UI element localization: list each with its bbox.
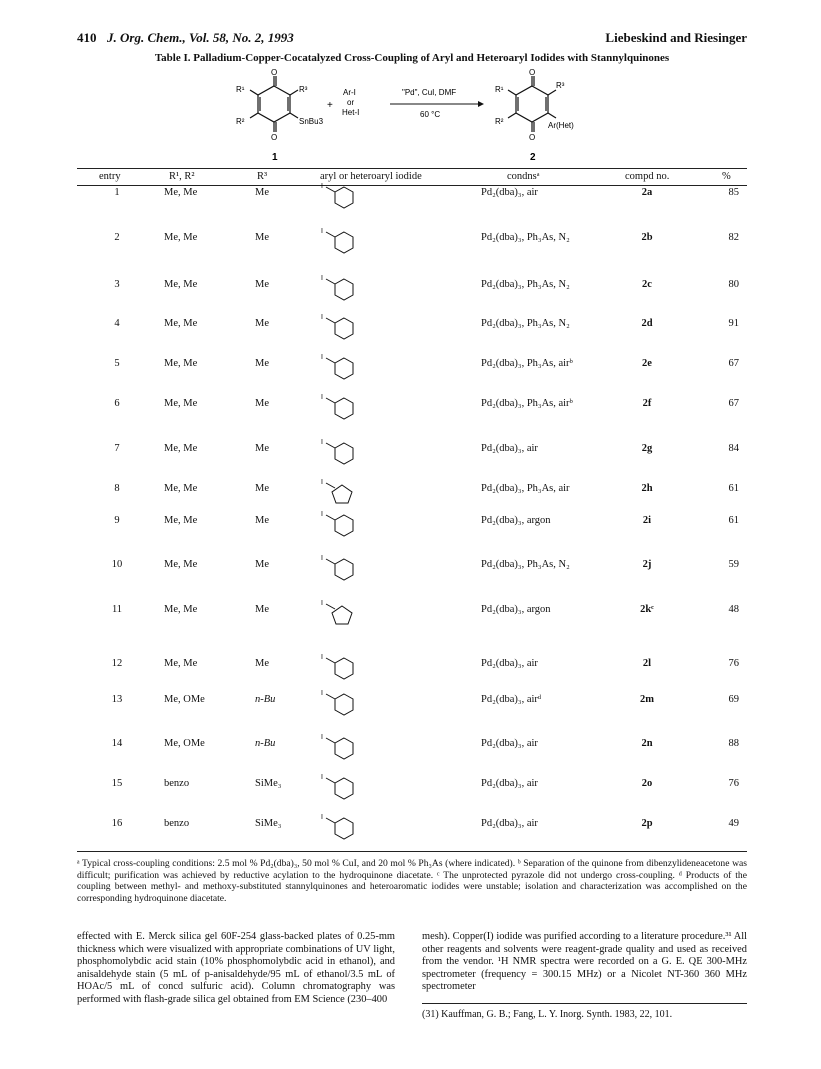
table-row xyxy=(77,734,747,754)
yield-cell: 48 xyxy=(728,604,739,615)
iodine-bond xyxy=(326,658,335,663)
yield-cell: 61 xyxy=(728,483,739,494)
iodine-bond xyxy=(326,443,335,448)
iodine-bond xyxy=(326,483,335,488)
compound-cell: 2i xyxy=(642,515,652,526)
r12-cell: Me, Me xyxy=(164,604,198,615)
conditions-cell: Pd₂(dba)₃, Ph₃As, N₂ xyxy=(481,318,570,329)
compound-cell: 2h xyxy=(641,483,653,494)
r3-cell: SiMe₃ xyxy=(255,778,282,789)
product-r2-label: R² xyxy=(495,117,504,126)
entry-cell: 14 xyxy=(111,738,123,749)
table-row xyxy=(77,774,747,794)
r3-cell: n-Bu xyxy=(255,738,276,749)
body-column-right: mesh). Copper(I) iodide was purified according to a literature procedure.³¹ All other reagents and solvents were reagent-grade quality and used as received from the vendor. ¹H NMR spectra were recorded on a G. E. QE 300-MHz spectrometer (frequency = 300.15 MHz) or a Nicolet NT-360 360 MHz spectrometer xyxy=(422,931,747,992)
yield-cell: 67 xyxy=(728,358,739,369)
iodine-bond xyxy=(326,358,335,363)
entry-cell: 15 xyxy=(111,778,123,789)
product-oxygen-bottom: O xyxy=(529,133,536,142)
iodine-label: I xyxy=(321,354,323,361)
aromatic-ring xyxy=(335,738,353,759)
conditions-cell: Pd₂(dba)₃, Ph₃As, N₂ xyxy=(481,559,570,570)
compound-cell: 2l xyxy=(642,658,652,669)
table-title-text: Palladium-Copper-Cocatalyzed Cross-Coupling of Aryl and Heteroaryl Iodides with Stannylquinones xyxy=(193,52,670,64)
conditions-cell: Pd₂(dba)₃, air xyxy=(481,778,538,789)
reaction-arrow-head xyxy=(478,101,484,107)
compound-cell: 2a xyxy=(641,187,653,198)
iodine-label: I xyxy=(321,439,323,446)
r12-cell: Me, Me xyxy=(164,559,198,570)
iodide-structure xyxy=(320,183,380,217)
compound-cell: 2p xyxy=(641,818,653,829)
conditions-cell: Pd₂(dba)₃, airᵈ xyxy=(481,694,542,705)
aromatic-ring xyxy=(335,778,353,799)
page-header xyxy=(77,30,747,48)
r3-cell: n-Bu xyxy=(255,694,276,705)
yield-cell: 91 xyxy=(728,318,739,329)
table-row xyxy=(77,690,747,710)
entry-cell: 3 xyxy=(114,279,120,290)
r3-label: R³ xyxy=(299,85,308,94)
conditions-cell: Pd₂(dba)₃, Ph₃As, airᵇ xyxy=(481,358,573,369)
table-row xyxy=(77,354,747,374)
compound-2-label: 2 xyxy=(530,152,536,163)
iodine-label: I xyxy=(321,774,323,781)
iodine-label: I xyxy=(321,511,323,518)
oxygen-label-top: O xyxy=(271,68,278,77)
iodide-structure xyxy=(320,654,380,688)
aromatic-ring xyxy=(335,279,353,300)
iodine-label: I xyxy=(321,814,323,821)
iodine-label: I xyxy=(321,734,323,741)
oxygen-label-bottom: O xyxy=(271,133,278,142)
r12-cell: Me, Me xyxy=(164,279,198,290)
journal-citation: J. Org. Chem., Vol. 58, No. 2, 1993 xyxy=(107,30,294,45)
r3-cell: Me xyxy=(255,318,269,329)
reagent-aryl: Ar-I xyxy=(343,88,356,97)
col-header-yield: % xyxy=(722,171,731,182)
col-header-compound: compd no. xyxy=(625,171,670,182)
page-number: 410 xyxy=(77,30,97,45)
conditions-cell: Pd₂(dba)₃, air xyxy=(481,818,538,829)
aromatic-ring xyxy=(335,443,353,464)
r3-cell: Me xyxy=(255,483,269,494)
r3-cell: Me xyxy=(255,358,269,369)
conditions-cell: Pd₂(dba)₃, argon xyxy=(481,604,551,615)
yield-cell: 61 xyxy=(728,515,739,526)
reaction-scheme xyxy=(230,68,574,166)
iodide-structure xyxy=(320,394,380,428)
table-row xyxy=(77,511,747,531)
yield-cell: 67 xyxy=(728,398,739,409)
iodine-label: I xyxy=(321,183,323,190)
entry-cell: 1 xyxy=(114,187,120,198)
compound-cell: 2g xyxy=(641,443,653,454)
plus-sign: + xyxy=(327,100,333,111)
aromatic-ring xyxy=(335,318,353,339)
compound-cell: 2n xyxy=(641,738,653,749)
iodide-structure xyxy=(320,275,380,309)
iodine-bond xyxy=(326,778,335,783)
r12-cell: Me, Me xyxy=(164,318,198,329)
r12-cell: Me, Me xyxy=(164,187,198,198)
stannylquinone-structure xyxy=(250,76,298,132)
entry-cell: 16 xyxy=(111,818,123,829)
aromatic-ring xyxy=(335,232,353,253)
entry-cell: 7 xyxy=(114,443,120,454)
r3-cell: Me xyxy=(255,443,269,454)
table-row xyxy=(77,183,747,203)
table-top-rule xyxy=(77,168,747,169)
yield-cell: 84 xyxy=(728,443,739,454)
conditions-cell: Pd₂(dba)₃, air xyxy=(481,187,538,198)
compound-cell: 2e xyxy=(642,358,652,369)
r12-cell: Me, Me xyxy=(164,515,198,526)
iodide-structure xyxy=(320,479,380,513)
r3-cell: Me xyxy=(255,187,269,198)
r12-cell: benzo xyxy=(164,818,190,829)
r3-cell: Me xyxy=(255,658,269,669)
compound-cell: 2j xyxy=(642,559,652,570)
iodide-structure xyxy=(320,555,380,589)
running-authors: Liebeskind and Riesinger xyxy=(605,30,747,45)
table-row xyxy=(77,479,747,499)
conditions-catalyst: "Pd", CuI, DMF xyxy=(402,88,457,97)
iodine-bond xyxy=(326,694,335,699)
iodide-structure xyxy=(320,814,380,848)
iodide-structure xyxy=(320,734,380,768)
entry-cell: 2 xyxy=(114,232,120,243)
col-header-entry: entry xyxy=(99,171,121,182)
iodide-structure xyxy=(320,600,380,634)
body-column-left: effected with E. Merck silica gel 60F-254 glass-backed plates of 0.25-mm thickness which were visualized with appropriate combinations of UV light, phosphomolybdic acid stain (10% phosphomolybdic acid in ethanol), and anisaldehyde stain (5 mL of p-anisaldehyde/95 mL of ethanol/3.5 mL of HOAc/5 mL of concd sulfuric acid). Column chromatography was performed with flash-grade silica gel obtained from EM Science (230–400 xyxy=(77,931,395,1005)
reagent-or: or xyxy=(347,98,355,107)
table-row xyxy=(77,600,747,620)
conditions-cell: Pd₂(dba)₃, air xyxy=(481,658,538,669)
entry-cell: 5 xyxy=(114,358,120,369)
product-r1-label: R¹ xyxy=(495,85,504,94)
iodine-bond xyxy=(326,187,335,192)
iodine-label: I xyxy=(321,479,323,486)
entry-cell: 9 xyxy=(114,515,120,526)
compound-cell: 2c xyxy=(642,279,652,290)
iodide-structure xyxy=(320,439,380,473)
r12-cell: Me, OMe xyxy=(164,694,205,705)
conditions-cell: Pd₂(dba)₃, Ph₃As, air xyxy=(481,483,570,494)
r3-cell: Me xyxy=(255,604,269,615)
iodide-structure xyxy=(320,774,380,808)
r12-cell: Me, Me xyxy=(164,398,198,409)
r3-cell: Me xyxy=(255,515,269,526)
r12-cell: Me, Me xyxy=(164,483,198,494)
stannyl-label: SnBu3 xyxy=(299,117,324,126)
r3-cell: Me xyxy=(255,398,269,409)
entry-cell: 8 xyxy=(114,483,120,494)
table-bottom-rule xyxy=(77,851,747,852)
conditions-cell: Pd₂(dba)₃, air xyxy=(481,738,538,749)
product-aryl-label: Ar(Het) xyxy=(548,121,574,130)
iodine-bond xyxy=(326,232,335,237)
conditions-cell: Pd₂(dba)₃, Ph₃As, N₂ xyxy=(481,279,570,290)
col-header-r12: R¹, R² xyxy=(169,171,195,182)
table-header-rule xyxy=(77,185,747,186)
aromatic-ring xyxy=(335,658,353,679)
r12-cell: Me, OMe xyxy=(164,738,205,749)
yield-cell: 76 xyxy=(728,778,739,789)
entry-cell: 4 xyxy=(114,318,120,329)
yield-cell: 88 xyxy=(728,738,739,749)
aromatic-ring xyxy=(335,694,353,715)
compound-cell: 2o xyxy=(641,778,653,789)
yield-cell: 59 xyxy=(728,559,739,570)
iodine-bond xyxy=(326,818,335,823)
entry-cell: 10 xyxy=(111,559,123,570)
iodine-label: I xyxy=(321,654,323,661)
aromatic-ring xyxy=(335,818,353,839)
yield-cell: 80 xyxy=(728,279,739,290)
iodide-structure xyxy=(320,690,380,724)
conditions-cell: Pd₂(dba)₃, argon xyxy=(481,515,551,526)
aromatic-ring xyxy=(335,358,353,379)
entry-cell: 13 xyxy=(111,694,123,705)
r12-cell: Me, Me xyxy=(164,658,198,669)
compound-cell: 2b xyxy=(641,232,653,243)
r12-cell: Me, Me xyxy=(164,358,198,369)
iodine-label: I xyxy=(321,314,323,321)
iodine-bond xyxy=(326,398,335,403)
yield-cell: 85 xyxy=(728,187,739,198)
iodine-label: I xyxy=(321,228,323,235)
r3-cell: Me xyxy=(255,279,269,290)
r12-cell: Me, Me xyxy=(164,232,198,243)
compound-cell: 2f xyxy=(642,398,652,409)
r3-cell: SiMe₃ xyxy=(255,818,282,829)
yield-cell: 82 xyxy=(728,232,739,243)
conditions-cell: Pd₂(dba)₃, Ph₃As, airᵇ xyxy=(481,398,573,409)
table-label: Table I. xyxy=(154,52,191,64)
entry-cell: 6 xyxy=(114,398,120,409)
r1-label: R¹ xyxy=(236,85,245,94)
iodide-structure xyxy=(320,511,380,545)
iodine-label: I xyxy=(321,600,323,607)
aromatic-ring xyxy=(335,187,353,208)
reagent-het: Het-I xyxy=(342,108,360,117)
product-r3-label: R³ xyxy=(556,81,565,90)
iodide-structure xyxy=(320,228,380,262)
aromatic-ring xyxy=(335,515,353,536)
yield-cell: 49 xyxy=(728,818,739,829)
r12-cell: Me, Me xyxy=(164,443,198,454)
product-oxygen-top: O xyxy=(529,68,536,77)
compound-cell: 2m xyxy=(640,694,654,705)
table-row xyxy=(77,275,747,295)
compound-1-label: 1 xyxy=(272,152,278,163)
iodide-structure xyxy=(320,354,380,388)
entry-cell: 11 xyxy=(111,604,123,615)
iodide-structure xyxy=(320,314,380,348)
table-footnotes: ᵃ Typical cross-coupling conditions: 2.5 mol % Pd₂(dba)₃, 50 mol % CuI, and 20 mol % Ph₃As (where indicated). ᵇ Separation of the quinone from dibenzylideneacetone was difficult; purification was achieved by reductive acylation to the hydroquinone diacetate. ᶜ The unprotected pyrazole did not undergo cross-coupling. ᵈ Products of the coupling between methyl- and methoxy-substituted stannylquinones and heteroaromatic iodides were unstable; isolation and characterization was accomplished on the corresponding hydroquinone diacetate. xyxy=(77,858,747,904)
iodine-bond xyxy=(326,515,335,520)
iodine-bond xyxy=(326,318,335,323)
conditions-cell: Pd₂(dba)₃, air xyxy=(481,443,538,454)
aromatic-ring xyxy=(335,398,353,419)
table-row xyxy=(77,439,747,459)
col-header-r3: R³ xyxy=(257,171,268,182)
r12-cell: benzo xyxy=(164,778,190,789)
compound-cell: 2d xyxy=(641,318,653,329)
aromatic-ring xyxy=(335,559,353,580)
table-title xyxy=(77,52,747,64)
col-header-iodide: aryl or heteroaryl iodide xyxy=(320,171,422,182)
iodine-label: I xyxy=(321,394,323,401)
iodine-label: I xyxy=(321,275,323,282)
iodine-bond xyxy=(326,738,335,743)
col-header-conditions: condnsᵃ xyxy=(507,171,540,182)
entry-cell: 12 xyxy=(111,658,123,669)
r3-cell: Me xyxy=(255,559,269,570)
table-row xyxy=(77,314,747,334)
r3-cell: Me xyxy=(255,232,269,243)
iodine-label: I xyxy=(321,690,323,697)
yield-cell: 76 xyxy=(728,658,739,669)
table-row xyxy=(77,555,747,575)
reference-31: (31) Kauffman, G. B.; Fang, L. Y. Inorg. Synth. 1983, 22, 101. xyxy=(422,1003,747,1020)
yield-cell: 69 xyxy=(728,694,739,705)
iodine-bond xyxy=(326,279,335,284)
conditions-temperature: 60 °C xyxy=(420,110,441,119)
table-row xyxy=(77,654,747,674)
compound-cell: 2kᶜ xyxy=(640,604,654,615)
conditions-cell: Pd₂(dba)₃, Ph₃As, N₂ xyxy=(481,232,570,243)
table-row xyxy=(77,814,747,834)
iodine-bond xyxy=(326,559,335,564)
table-row xyxy=(77,394,747,414)
iodine-bond xyxy=(326,604,335,609)
table-row xyxy=(77,228,747,248)
iodine-label: I xyxy=(321,555,323,562)
r2-label: R² xyxy=(236,117,245,126)
